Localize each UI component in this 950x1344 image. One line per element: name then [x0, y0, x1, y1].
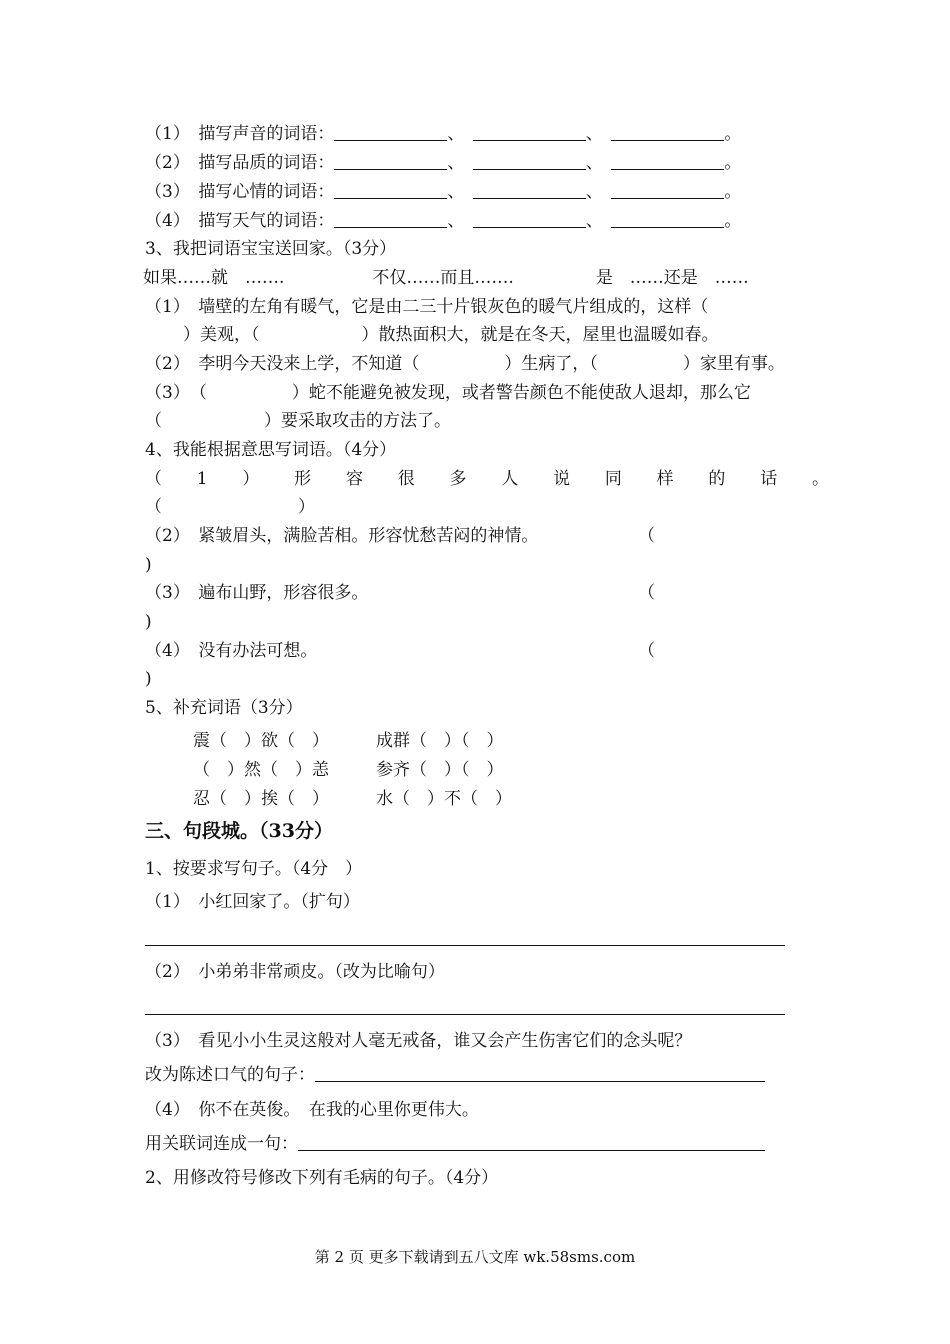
- answer-blank[interactable]: [334, 211, 447, 228]
- q2-row-4: （4） 描写天气的词语： 、 、 。: [145, 211, 742, 231]
- q4-item-2-close[interactable]: ): [145, 555, 152, 575]
- q4-item-3-close[interactable]: ): [145, 612, 152, 632]
- q2-row-2: （2） 描写品质的词语： 、 、 。: [145, 153, 742, 173]
- q4-item-4-close[interactable]: ): [145, 669, 152, 689]
- q2-row-3: （3） 描写心情的词语： 、 、 。: [145, 182, 742, 202]
- q4-item-4-open[interactable]: （: [638, 641, 655, 661]
- q2-row-1-num: （1）: [145, 124, 182, 144]
- q2-row-1: （1） 描写声音的词语： 、 、 。: [145, 124, 742, 144]
- answer-blank[interactable]: [334, 153, 447, 170]
- answer-blank[interactable]: [473, 124, 586, 141]
- s3-q1-item-3: （3） 看见小小生灵这般对人毫无戒备，谁又会产生伤害它们的念头呢？: [145, 1031, 692, 1051]
- q5-row-1-left[interactable]: 震（ ）欲（ ）: [193, 731, 329, 751]
- q3-sentence-1a: （1） 墙壁的左角有暖气，它是由二三十片银灰色的暖气片组成的，这样（: [145, 297, 709, 317]
- q4-item-3-open[interactable]: （: [638, 583, 655, 603]
- answer-line[interactable]: [298, 1134, 765, 1151]
- q4-item-1-answer[interactable]: （ ）: [145, 497, 315, 517]
- s3-q1-item-4: （4） 你不在英俊。 在我的心里你更伟大。: [145, 1100, 479, 1120]
- q5-row-1-right[interactable]: 成群（ ）（ ）: [376, 731, 504, 751]
- q5-row-3-right[interactable]: 水（ ）不（ ）: [376, 789, 512, 809]
- s3-q1-item-4-answer: 用关联词连成一句：: [145, 1132, 765, 1156]
- answer-blank[interactable]: [611, 153, 724, 170]
- q5-row-3-left[interactable]: 忍（ ）挨（ ）: [193, 789, 329, 809]
- answer-blank[interactable]: [473, 182, 586, 199]
- q3-sentence-3a: （3） （ ）蛇不能避免被发现，或者警告颜色不能使敌人退却，那么它: [145, 383, 751, 403]
- answer-line[interactable]: [145, 945, 785, 946]
- q3-title: 3、我把词语宝宝送回家。（3分）: [145, 239, 397, 259]
- q4-item-3: （3） 遍布山野，形容很多。: [145, 583, 369, 603]
- s3-q2-title: 2、用修改符号修改下列有毛病的句子。（4分）: [145, 1168, 499, 1188]
- answer-blank[interactable]: [611, 124, 724, 141]
- q4-item-2: （2） 紧皱眉头，满脸苦相。形容忧愁苦闷的神情。: [145, 526, 539, 546]
- q5-title: 5、补充词语（3分）: [145, 698, 303, 718]
- section-3-heading: 三、句段城。（33分）: [145, 820, 333, 842]
- q5-row-2-right[interactable]: 参齐（ ）（ ）: [376, 760, 504, 780]
- q5-row-2-left[interactable]: （ ）然（ ）恙: [193, 760, 329, 780]
- s3-q1-title: 1、按要求写句子。（4分 ）: [145, 859, 363, 879]
- answer-blank[interactable]: [334, 124, 447, 141]
- answer-blank[interactable]: [473, 211, 586, 228]
- answer-line[interactable]: [145, 1014, 785, 1015]
- q3-sentence-3b: （ ）要采取攻击的方法了。: [145, 411, 451, 431]
- s3-q1-item-3-answer: 改为陈述口气的句子：: [145, 1063, 765, 1087]
- answer-blank[interactable]: [334, 182, 447, 199]
- page-footer: 第 2 页 更多下载请到五八文库 wk.58sms.com: [314, 1248, 636, 1266]
- s3-q1-item-2: （2） 小弟弟非常顽皮。（改为比喻句）: [145, 962, 445, 982]
- answer-blank[interactable]: [611, 182, 724, 199]
- s3-q1-item-1: （1） 小红回家了。（扩句）: [145, 892, 360, 912]
- q2-row-1-text: 描写声音的词语：: [198, 124, 335, 144]
- answer-blank[interactable]: [473, 153, 586, 170]
- q3-sentence-1b: ）美观，（ ）散热面积大，就是在冬天，屋里也温暖如春。: [183, 325, 719, 345]
- answer-line[interactable]: [315, 1065, 765, 1082]
- q4-item-2-open[interactable]: （: [638, 526, 655, 546]
- q4-title: 4、我能根据意思写词语。（4分）: [145, 440, 397, 460]
- q4-item-1: （ 1 ） 形 容 很 多 人 说 同 样 的 话 。: [145, 469, 829, 489]
- q3-sentence-2: （2） 李明今天没来上学，不知道（ ）生病了，（ ）家里有事。: [145, 354, 785, 374]
- q3-options: 如果……就 ……. 不仅……而且……. 是 ……还是 ……: [143, 268, 749, 288]
- q4-item-4: （4） 没有办法可想。: [145, 641, 318, 661]
- answer-blank[interactable]: [611, 211, 724, 228]
